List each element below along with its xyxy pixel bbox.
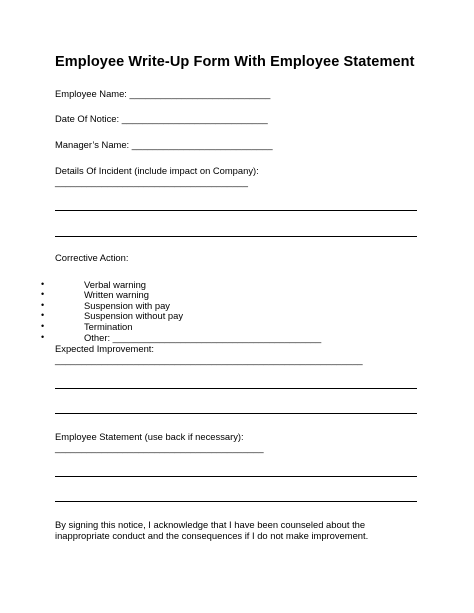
details-of-incident-label: Details Of Incident (include impact on Company): bbox=[55, 165, 259, 176]
expected-improvement-line-3[interactable] bbox=[55, 413, 417, 414]
bullet-icon: • bbox=[41, 279, 45, 289]
other-field[interactable]: Other: ________________________________________ bbox=[84, 332, 322, 343]
details-first-line[interactable]: _____________________________________ bbox=[55, 176, 248, 187]
employee-statement-line-3[interactable] bbox=[55, 501, 417, 502]
bullet-icon: • bbox=[41, 332, 45, 342]
employee-statement-label: Employee Statement (use back if necessary): bbox=[55, 431, 244, 442]
date-of-notice-field[interactable]: Date Of Notice: ____________________________ bbox=[55, 113, 268, 124]
employee-name-field[interactable]: Employee Name: ___________________________ bbox=[55, 88, 271, 99]
managers-name-field[interactable]: Manager’s Name: ___________________________ bbox=[55, 139, 273, 150]
corrective-action-label: Corrective Action: bbox=[55, 252, 129, 263]
list-item: Written warning bbox=[84, 289, 149, 300]
employee-statement-line-2[interactable] bbox=[55, 476, 417, 477]
details-line-3[interactable] bbox=[55, 236, 417, 237]
expected-improvement-first-line[interactable]: ___________________________________________________________ bbox=[55, 354, 363, 365]
employee-statement-first-line[interactable]: ________________________________________ bbox=[55, 442, 264, 453]
expected-improvement-label: Expected Improvement: bbox=[55, 343, 155, 354]
acknowledgement-line-1: By signing this notice, I acknowledge that I have been counseled about the bbox=[55, 519, 366, 530]
list-item: Verbal warning bbox=[84, 279, 147, 290]
list-item: Suspension without pay bbox=[84, 310, 184, 321]
list-item: Suspension with pay bbox=[84, 300, 170, 311]
form-title: Employee Write-Up Form With Employee Statement bbox=[55, 54, 415, 70]
bullet-icon: • bbox=[41, 321, 45, 331]
expected-improvement-line-2[interactable] bbox=[55, 388, 417, 389]
bullet-icon: • bbox=[41, 300, 45, 310]
bullet-icon: • bbox=[41, 289, 45, 299]
bullet-icon: • bbox=[41, 310, 45, 320]
list-item: Termination bbox=[84, 321, 133, 332]
acknowledgement-line-2: inappropriate conduct and the consequences if I do not make improvement. bbox=[55, 530, 369, 541]
details-line-2[interactable] bbox=[55, 210, 417, 211]
